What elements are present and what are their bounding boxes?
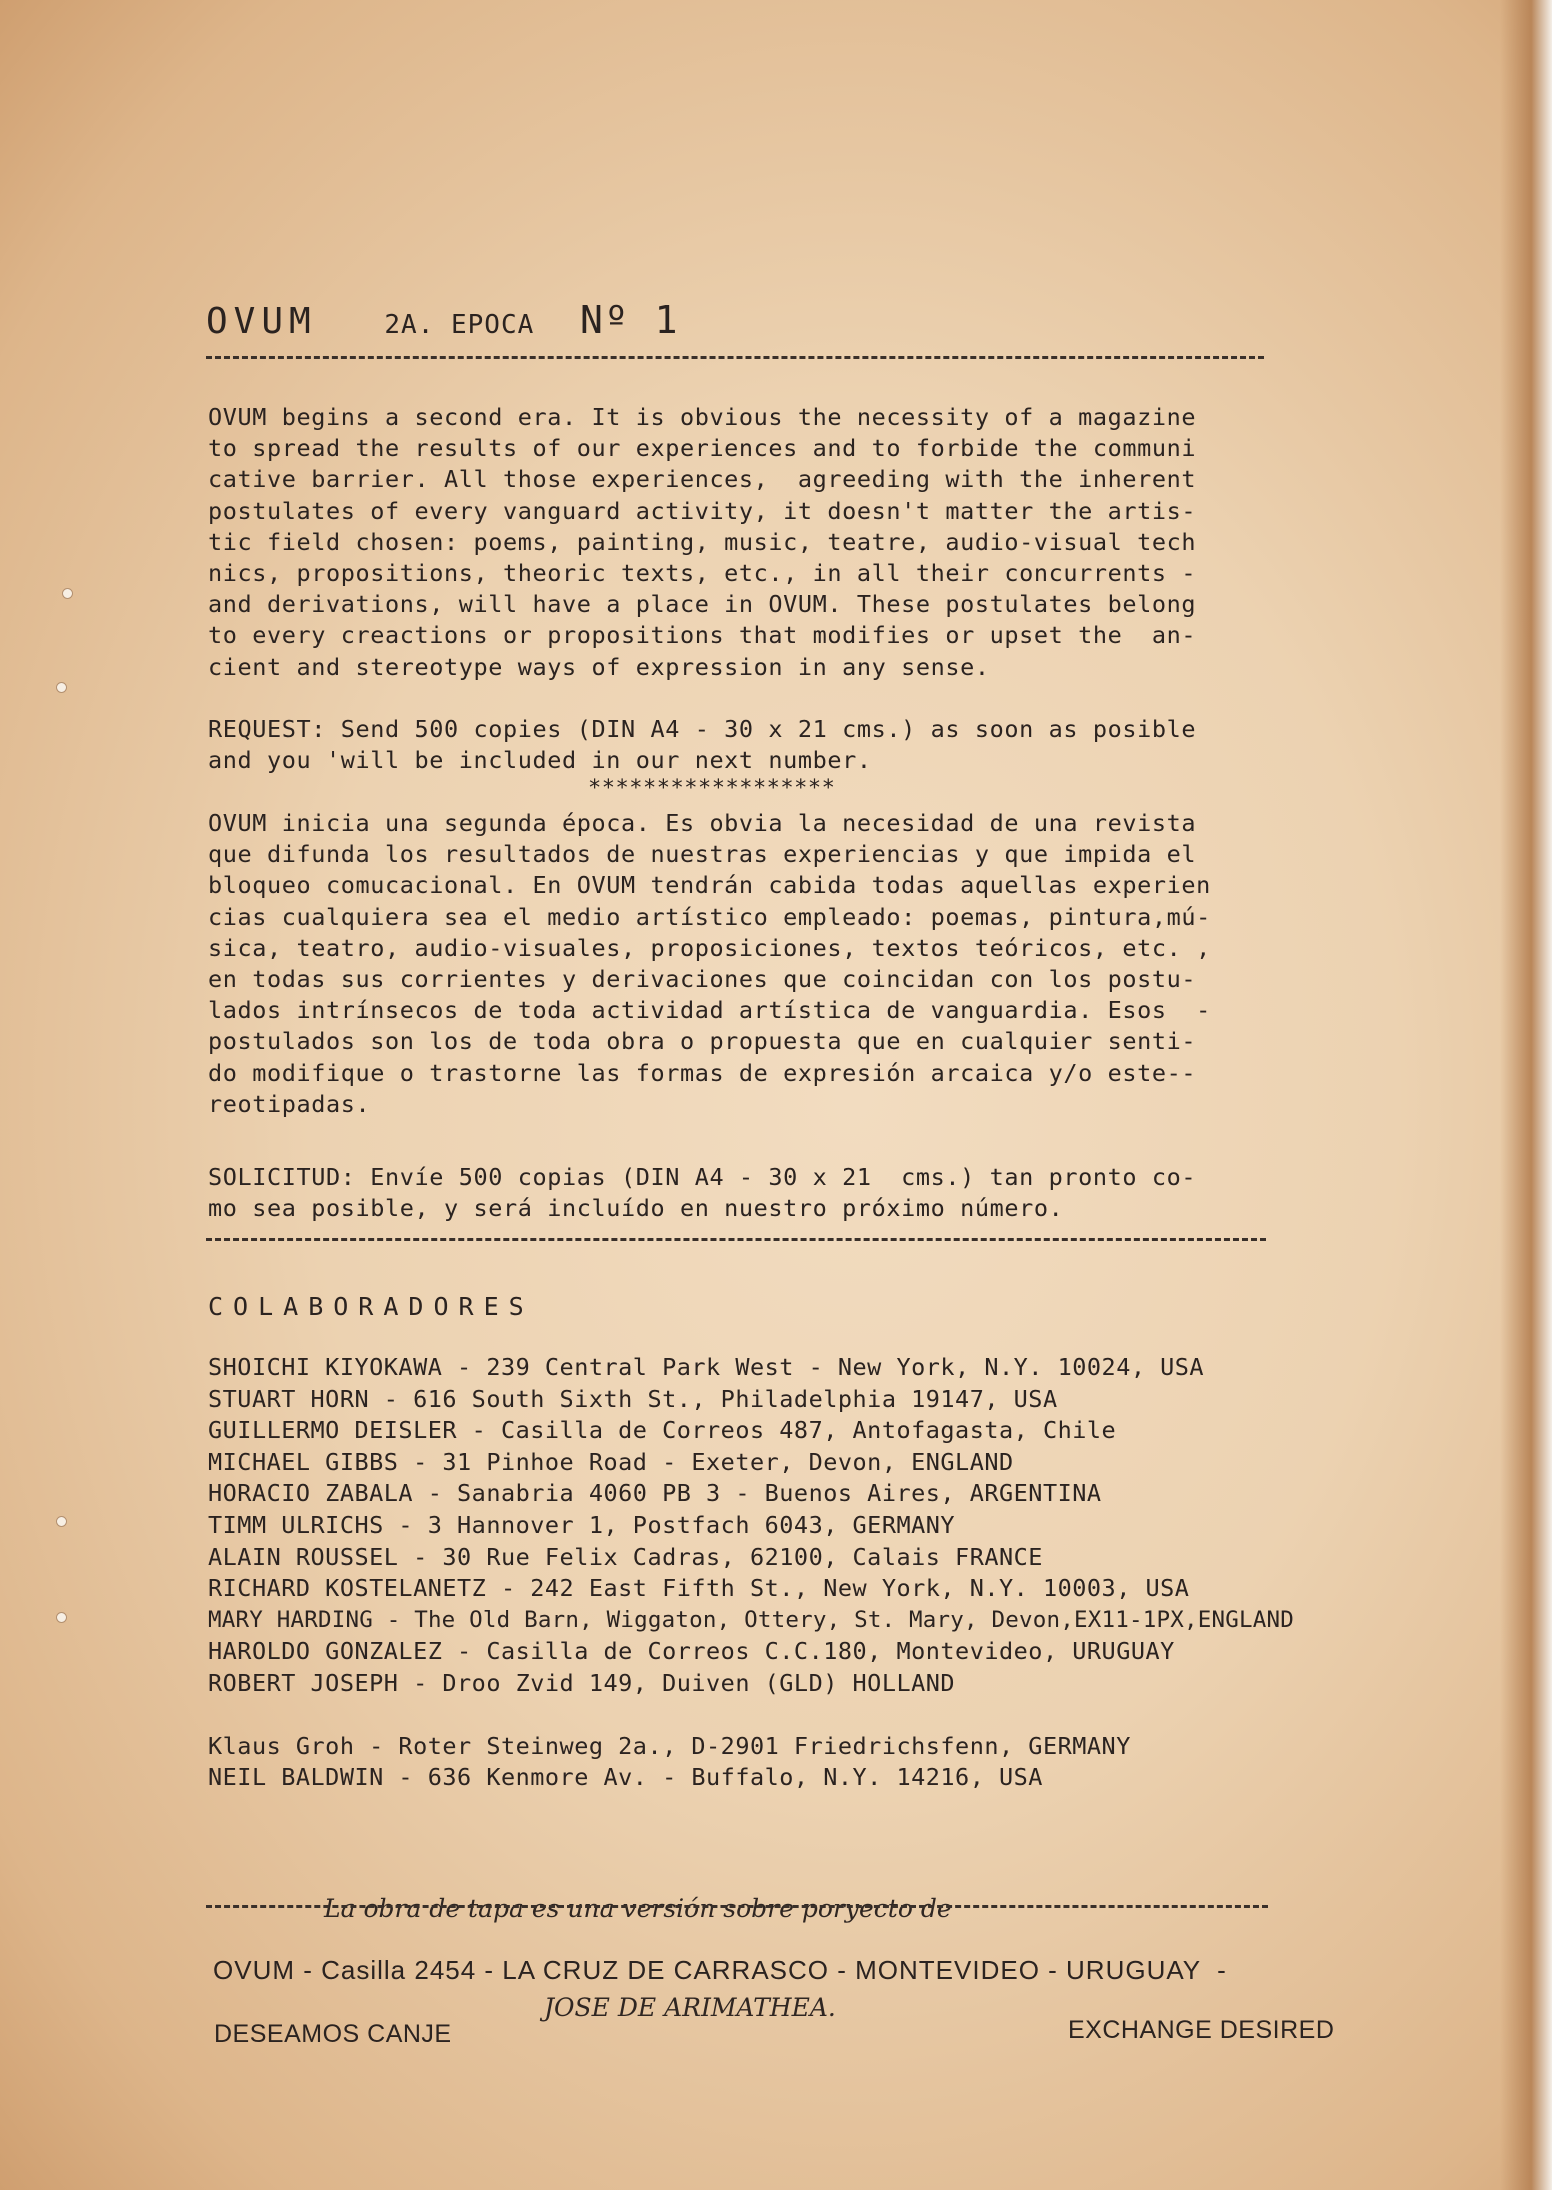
list-item: HAROLDO GONZALEZ - Casilla de Correos C.C.180, Montevideo, URUGUAY: [208, 1637, 1175, 1666]
list-item: GUILLERMO DEISLER - Casilla de Correos 487, Antofagasta, Chile: [208, 1416, 1117, 1445]
text-line: OVUM begins a second era. It is obvious the necessity of a magazine: [208, 403, 1197, 431]
text-line: lados intrínsecos de toda actividad artística de vanguardia. Esos -: [208, 996, 1211, 1025]
collaborators-heading: COLABORADORES: [208, 1292, 534, 1321]
spanish-request: [208, 1162, 1268, 1224]
text-line: tic field chosen: poems, painting, music, teatre, audio-visual tech: [208, 527, 1197, 556]
magazine-title: OVUM: [206, 301, 317, 342]
issue-number: Nº 1: [579, 298, 680, 342]
spanish-text: [208, 808, 1268, 1120]
text-line: cient and stereotype ways of expression in any sense.: [208, 652, 990, 681]
cover-note-line: La obra de tapa es una versión sobre poryecto de: [324, 1894, 952, 1923]
divider: [206, 356, 1264, 359]
punch-hole: [56, 1612, 67, 1623]
text-line: to every creactions or propositions that modifies or upset the an-: [208, 621, 1197, 650]
text-line: sica, teatro, audio-visuales, proposiciones, textos teóricos, etc. ,: [208, 933, 1211, 962]
star-separator: ******************: [588, 776, 836, 801]
divider: [206, 1905, 1268, 1908]
text-line: cias cualquiera sea el medio artístico empleado: poemas, pintura,mú-: [208, 902, 1211, 931]
list-item: STUART HORN - 616 South Sixth St., Philadelphia 19147, USA: [208, 1384, 1058, 1413]
punch-hole: [62, 588, 73, 599]
text-line: postulates of every vanguard activity, it doesn't matter the artis-: [208, 496, 1197, 525]
text-line: reotipadas.: [208, 1089, 371, 1118]
exchange-note-en: EXCHANGE DESIRED: [1068, 2016, 1335, 2044]
text-line: REQUEST: Send 500 copies (DIN A4 - 30 x 21 cms.) as soon as posible: [208, 715, 1197, 743]
text-line: and derivations, will have a place in OVUM. These postulates belong: [208, 590, 1197, 619]
page-edge: [1500, 0, 1552, 2190]
text-line: do modifique o trastorne las formas de expresión arcaica y/o este--: [208, 1058, 1197, 1087]
list-item: RICHARD KOSTELANETZ - 242 East Fifth St., New York, N.Y. 10003, USA: [208, 1574, 1190, 1603]
text-line: and you 'will be included in our next number.: [208, 746, 872, 775]
text-line: mo sea posible, y será incluído en nuestro próximo número.: [208, 1194, 1064, 1223]
punch-hole: [56, 1516, 67, 1527]
list-item: TIMM ULRICHS - 3 Hannover 1, Postfach 6043, GERMANY: [208, 1510, 956, 1539]
text-line: bloqueo comucacional. En OVUM tendrán cabida todas aquellas experien: [208, 871, 1211, 900]
masthead: [206, 298, 679, 342]
text-line: en todas sus corrientes y derivaciones que coincidan con los postu-: [208, 965, 1197, 994]
edition-label: 2A. EPOCA: [384, 310, 535, 340]
list-item: ROBERT JOSEPH - Droo Zvid 149, Duiven (GLD) HOLLAND: [208, 1668, 956, 1697]
list-item: SHOICHI KIYOKAWA - 239 Central Park West - New York, N.Y. 10024, USA: [208, 1353, 1205, 1381]
list-item: NEIL BALDWIN - 636 Kenmore Av. - Buffalo, N.Y. 14216, USA: [208, 1763, 1043, 1792]
text-line: postulados son los de toda obra o propuesta que en cualquier senti-: [208, 1027, 1197, 1056]
text-line: cative barrier. All those experiences, agreeding with the inherent: [208, 465, 1197, 494]
divider: [206, 1238, 1266, 1241]
mailing-address: OVUM - Casilla 2454 - LA CRUZ DE CARRASCO - MONTEVIDEO - URUGUAY -: [213, 1955, 1227, 1985]
collaborators-list: [208, 1352, 1294, 1794]
list-item: MARY HARDING - The Old Barn, Wiggaton, Ottery, St. Mary, Devon,EX11-1PX,ENGLAND: [208, 1606, 1294, 1633]
text-line: que difunda los resultados de nuestras experiencias y que impida el: [208, 840, 1197, 869]
text-line: OVUM inicia una segunda época. Es obvia la necesidad de una revista: [208, 809, 1197, 837]
list-item: MICHAEL GIBBS - 31 Pinhoe Road - Exeter, Devon, ENGLAND: [208, 1447, 1014, 1476]
punch-hole: [56, 682, 67, 693]
exchange-note-es: DESEAMOS CANJE: [214, 2020, 452, 2048]
text-line: SOLICITUD: Envíe 500 copias (DIN A4 - 30 x 21 cms.) tan pronto co-: [208, 1163, 1197, 1191]
list-item: Klaus Groh - Roter Steinweg 2a., D-2901 Friedrichsfenn, GERMANY: [208, 1731, 1131, 1760]
english-request: [208, 714, 1268, 776]
list-item: HORACIO ZABALA - Sanabria 4060 PB 3 - Buenos Aires, ARGENTINA: [208, 1479, 1102, 1508]
english-text: [208, 402, 1268, 683]
list-item: ALAIN ROUSSEL - 30 Rue Felix Cadras, 62100, Calais FRANCE: [208, 1542, 1043, 1571]
text-line: to spread the results of our experiences and to forbide the communi: [208, 434, 1197, 463]
cover-note-line: JOSE DE ARIMATHEA.: [544, 1993, 836, 2022]
text-line: nics, propositions, theoric texts, etc., in all their concurrents -: [208, 559, 1197, 588]
